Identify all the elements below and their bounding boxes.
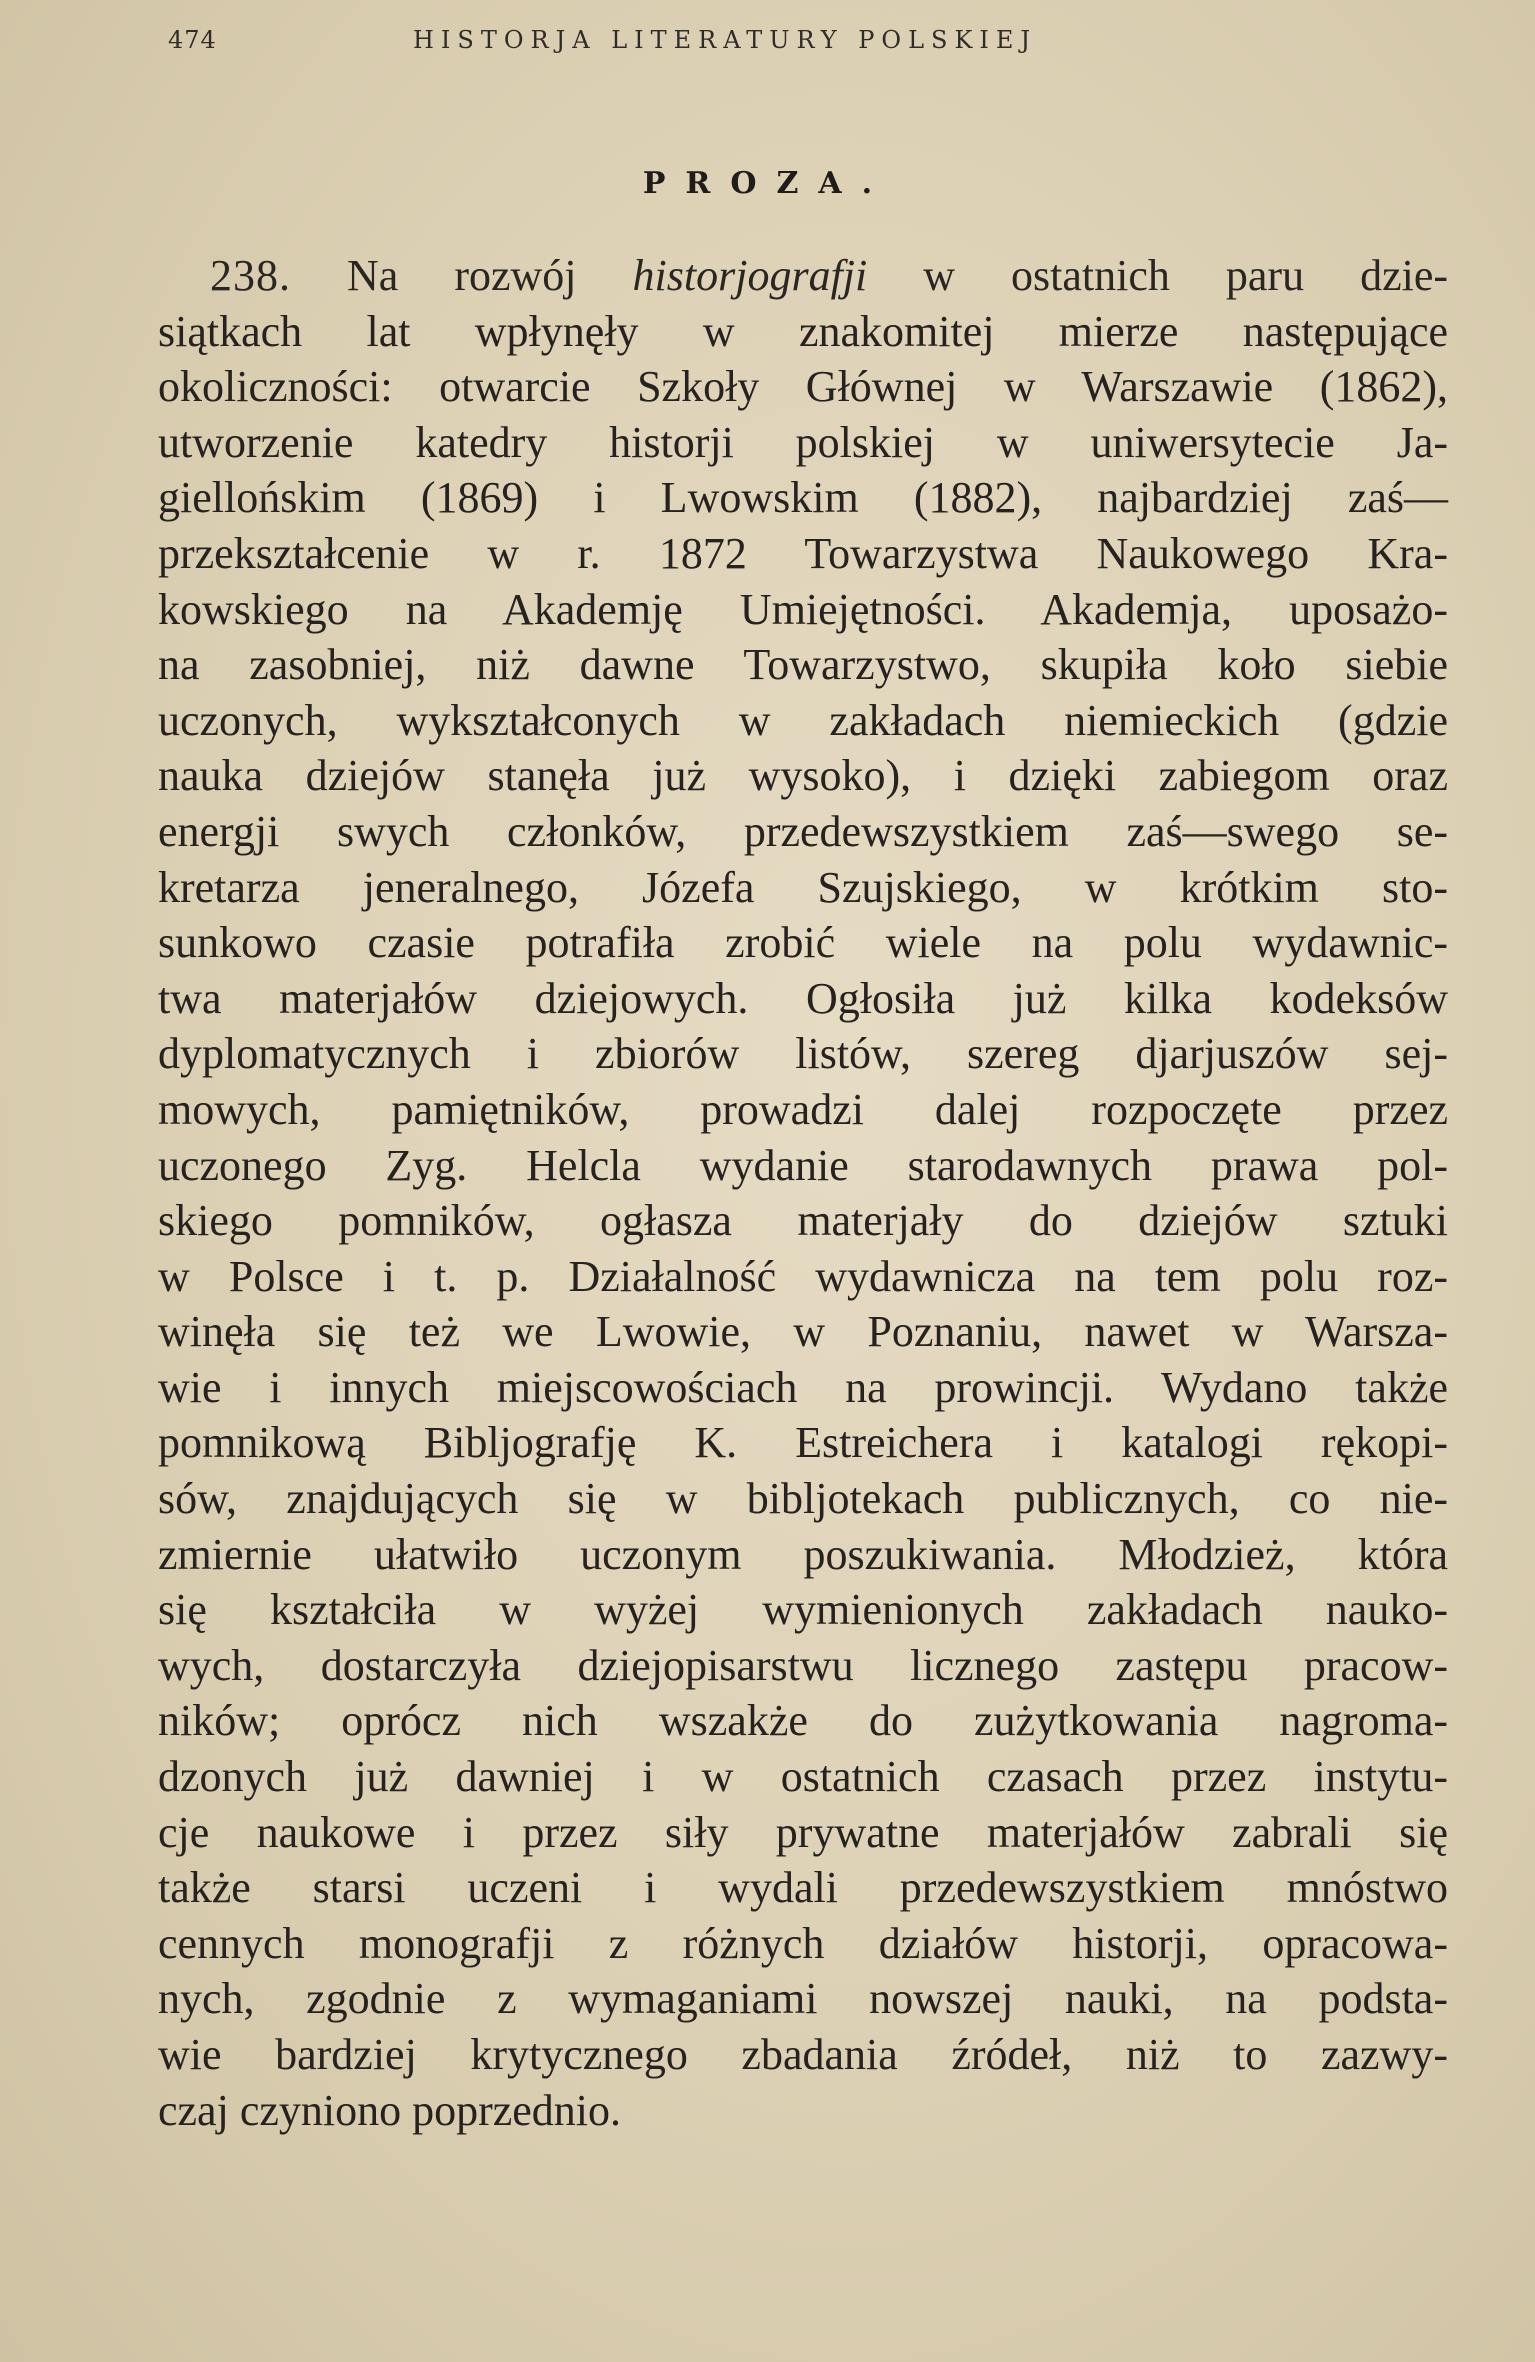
paragraph-last-line: czaj czyniono poprzednio.	[158, 2085, 622, 2135]
text-line: uczonych, wykształconych w zakładach niemieckich (gdzie	[158, 695, 1448, 745]
text-line: energji swych członków, przedewszystkiem zaś—swego se-	[158, 806, 1448, 856]
text-line: cje naukowe i przez siły prywatne materjałów zabrali się	[158, 1807, 1448, 1857]
text-line: uczonego Zyg. Helcla wydanie starodawnych prawa pol-	[158, 1140, 1448, 1190]
text-line: ników; oprócz nich wszakże do zużytkowania nagroma-	[158, 1696, 1448, 1746]
text-line: twa materjałów dziejowych. Ogłosiła już kilka kodeksów	[158, 973, 1448, 1023]
running-title: HISTORJA LITERATURY POLSKIEJ	[413, 26, 1038, 54]
text-line: wie i innych miejscowościach na prowincji. Wydano także	[158, 1362, 1448, 1412]
text-line: siątkach lat wpłynęły w znakomitej mierze następujące	[158, 306, 1448, 356]
text-line: kretarza jeneralnego, Józefa Szujskiego, w krótkim sto-	[158, 862, 1448, 912]
text-line: utworzenie katedry historji polskiej w uniwersytecie Ja-	[158, 417, 1448, 467]
paragraph-number: 238.	[210, 251, 291, 300]
text-line: nych, zgodnie z wymaganiami nowszej nauki, na podsta-	[158, 1974, 1448, 2024]
text-line: pomnikową Bibljografję K. Estreichera i katalogi rękopi-	[158, 1418, 1448, 1468]
text-line: sunkowo czasie potrafiła zrobić wiele na polu wydawnic-	[158, 918, 1448, 968]
text-line: się kształciła w wyżej wymienionych zakładach nauko-	[158, 1585, 1448, 1635]
text-line: okoliczności: otwarcie Szkoły Głównej w Warszawie (1862),	[158, 362, 1448, 412]
text-line: zmiernie ułatwiło uczonym poszukiwania. Młodzież, która	[158, 1529, 1448, 1579]
paragraph-first-line	[158, 248, 1448, 304]
text-line: giellońskim (1869) i Lwowskim (1882), najbardziej zaś—	[158, 473, 1448, 523]
text-line: także starsi uczeni i wydali przedewszystkiem mnóstwo	[158, 1863, 1448, 1913]
first-line-text-before: Na rozwój	[347, 251, 577, 300]
text-line: skiego pomników, ogłasza materjały do dziejów sztuki	[158, 1196, 1448, 1246]
text-line: wych, dostarczyła dziejopisarstwu licznego zastępu pracow-	[158, 1640, 1448, 1690]
text-line: dzonych już dawniej i w ostatnich czasach przez instytu-	[158, 1752, 1448, 1802]
page-header	[168, 26, 1248, 70]
text-line: sów, znajdujących się w bibljotekach publicznych, co nie-	[158, 1474, 1448, 1524]
page-number: 474	[168, 26, 217, 54]
paragraph-lines	[158, 304, 1448, 2083]
text-line: mowych, pamiętników, prowadzi dalej rozpoczęte przez	[158, 1084, 1448, 1134]
paragraph-238	[158, 248, 1448, 2138]
section-heading: PROZA.	[642, 166, 893, 201]
text-line: kowskiego na Akademję Umiejętności. Akademja, uposażo-	[158, 584, 1448, 634]
first-line-text-after: w ostatnich paru dzie-	[923, 251, 1449, 300]
text-line: w Polsce i t. p. Działalność wydawnicza na tem polu roz-	[158, 1251, 1448, 1301]
text-line: winęła się też we Lwowie, w Poznaniu, nawet w Warsza-	[158, 1307, 1448, 1357]
text-line: dyplomatycznych i zbiorów listów, szereg djarjuszów sej-	[158, 1029, 1448, 1079]
italic-term: historjografji	[632, 251, 868, 300]
text-line: cennych monografji z różnych działów historji, opracowa-	[158, 1918, 1448, 1968]
text-line: na zasobniej, niż dawne Towarzystwo, skupiła koło siebie	[158, 640, 1448, 690]
text-line: wie bardziej krytycznego zbadania źródeł, niż to zazwy-	[158, 2030, 1448, 2079]
text-line: nauka dziejów stanęła już wysoko), i dzięki zabiegom oraz	[158, 751, 1448, 801]
text-line: przekształcenie w r. 1872 Towarzystwa Naukowego Kra-	[158, 528, 1448, 578]
